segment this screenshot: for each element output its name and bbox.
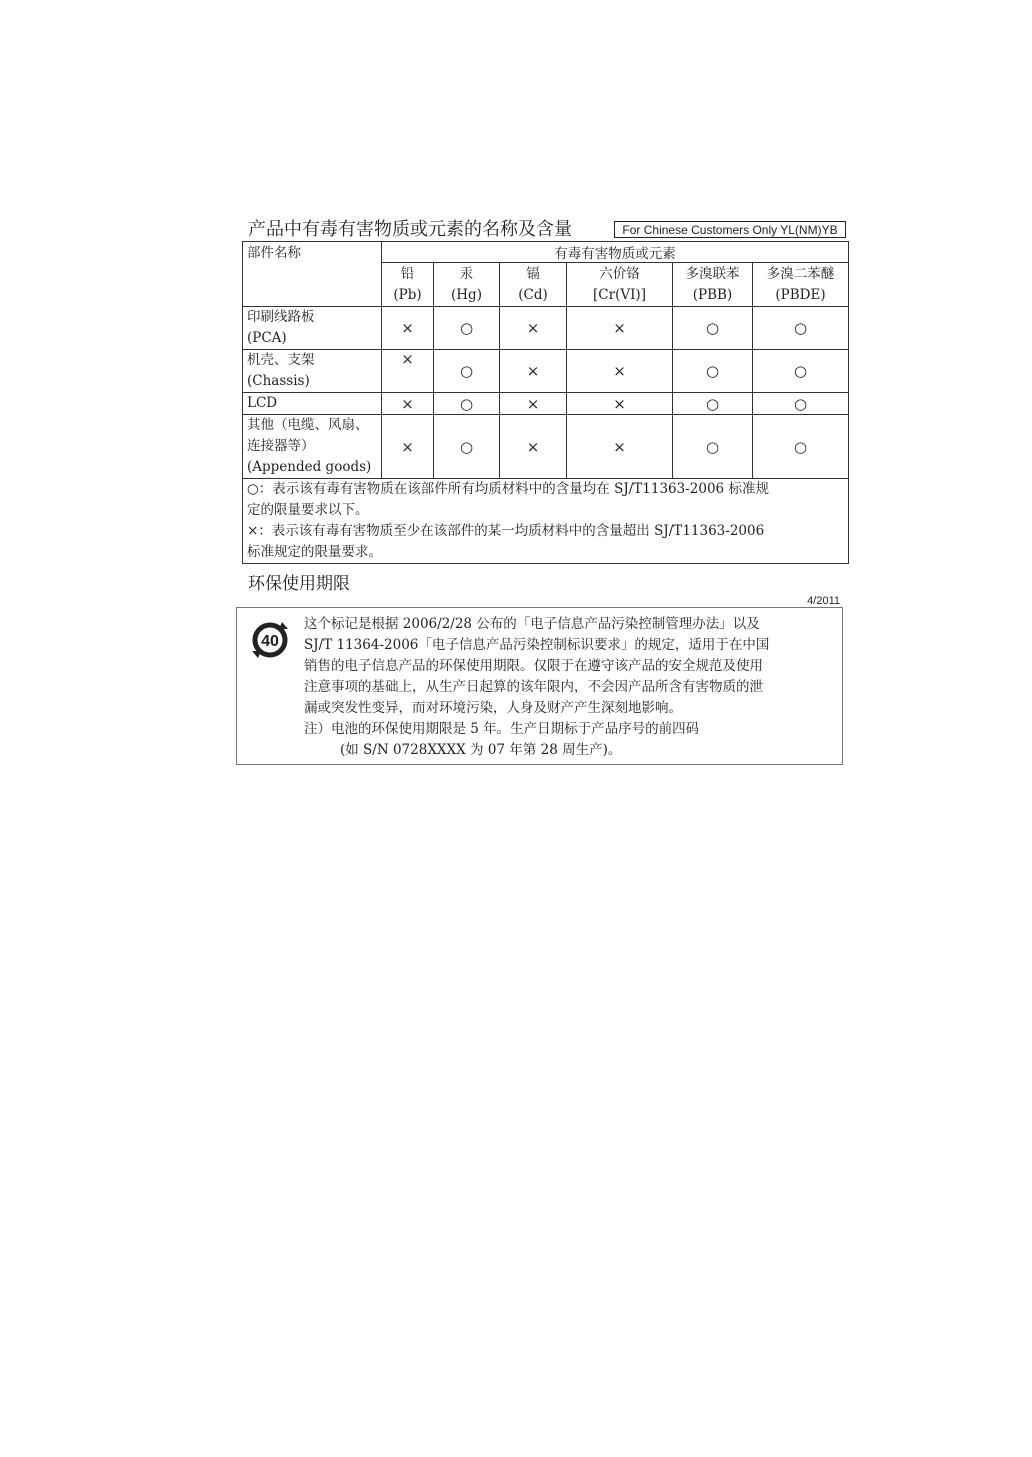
substance-group-header: 有毒有害物质或元素 bbox=[382, 242, 849, 263]
part-name-line: 机壳、支架 bbox=[247, 352, 315, 368]
substance-symbol: (Hg) bbox=[451, 286, 482, 303]
eco-40-icon bbox=[251, 621, 289, 659]
part-name-line: (PCA) bbox=[247, 330, 287, 346]
substance-header bbox=[753, 263, 849, 307]
substance-name: 铅 bbox=[400, 265, 415, 282]
substance-name: 多溴联苯 bbox=[685, 265, 740, 282]
part-name-header: 部件名称 bbox=[243, 242, 382, 307]
substance-name: 多溴二苯醚 bbox=[766, 265, 835, 282]
substance-cell: ○ bbox=[673, 393, 753, 415]
substance-cell: × bbox=[567, 307, 673, 350]
substance-cell: × bbox=[500, 415, 567, 479]
table-row bbox=[243, 415, 849, 479]
chinese-customers-badge: For Chinese Customers Only YL(NM)YB bbox=[614, 221, 846, 238]
substance-cell: ○ bbox=[673, 350, 753, 393]
substance-cell: ○ bbox=[753, 307, 849, 350]
substance-name: 六价铬 bbox=[599, 265, 640, 282]
substance-cell: × bbox=[382, 393, 434, 415]
eco-paragraph-line: 销售的电子信息产品的环保使用期限。仅限于在遵守该产品的安全规范及使用 bbox=[304, 658, 763, 674]
substance-cell: × bbox=[567, 350, 673, 393]
part-name-line: LCD bbox=[247, 395, 278, 411]
note-line: ×：表示该有毒有害物质至少在该部件的某一均质材料中的含量超出 SJ/T11363-2006 bbox=[247, 523, 765, 539]
part-name-line: 印刷线路板 bbox=[247, 309, 315, 325]
part-name-cell bbox=[243, 415, 382, 479]
table-row bbox=[243, 307, 849, 350]
part-name-line: (Appended goods) bbox=[247, 459, 372, 475]
serial-number-note: (如 S/N 0728XXXX 为 07 年第 28 周生产)。 bbox=[340, 742, 622, 758]
note-line: ○：表示该有毒有害物质在该部件所有均质材料中的含量均在 SJ/T11363-2006 标准规 bbox=[247, 481, 769, 497]
table-row bbox=[243, 393, 849, 415]
substance-cell: ○ bbox=[753, 393, 849, 415]
substance-name: 镉 bbox=[526, 265, 540, 282]
substance-cell: × bbox=[567, 415, 673, 479]
note-line: 定的限量要求以下。 bbox=[247, 502, 369, 518]
substance-name: 汞 bbox=[459, 265, 474, 282]
substance-cell: × bbox=[382, 415, 434, 479]
substance-cell: × bbox=[382, 350, 434, 393]
part-name-cell bbox=[243, 307, 382, 350]
substance-cell: ○ bbox=[434, 415, 500, 479]
substance-cell: × bbox=[500, 393, 567, 415]
eco-paragraph-line: 这个标记是根据 2006/2/28 公布的「电子信息产品污染控制管理办法」以及 bbox=[304, 616, 760, 632]
part-name-line: 其他（电缆、风扇、 bbox=[247, 417, 369, 433]
substance-cell: × bbox=[500, 307, 567, 350]
substance-cell: ○ bbox=[434, 393, 500, 415]
substance-cell: ○ bbox=[673, 307, 753, 350]
substance-symbol: (PBDE) bbox=[775, 286, 826, 303]
part-name-line: 连接器等） bbox=[247, 438, 315, 454]
table-row bbox=[243, 350, 849, 393]
substance-cell: × bbox=[567, 393, 673, 415]
substance-cell: × bbox=[500, 350, 567, 393]
page-title: 产品中有毒有害物质或元素的名称及含量 bbox=[248, 219, 572, 240]
eco-use-period-box bbox=[236, 607, 843, 765]
eco-paragraph-line: 注意事项的基础上，从生产日起算的该年限内，不会因产品所含有害物质的泄 bbox=[304, 679, 763, 695]
notes-row bbox=[243, 479, 849, 564]
hazardous-substances-table bbox=[242, 241, 849, 564]
substance-cell: ○ bbox=[753, 350, 849, 393]
substance-cell: × bbox=[382, 307, 434, 350]
substance-cell: ○ bbox=[753, 415, 849, 479]
substance-cell: ○ bbox=[434, 350, 500, 393]
part-name-cell bbox=[243, 350, 382, 393]
substance-symbol: (PBB) bbox=[692, 286, 733, 303]
substance-symbol: (Pb) bbox=[393, 286, 422, 303]
eco-paragraph-line: SJ/T 11364-2006「电子信息产品污染控制标识要求」的规定，适用于在中国 bbox=[304, 637, 770, 653]
substance-symbol: (Cd) bbox=[518, 286, 548, 303]
substance-cell: ○ bbox=[673, 415, 753, 479]
eco-icon-number: 40 bbox=[261, 633, 279, 650]
substance-symbol: [Cr(VI)] bbox=[593, 286, 646, 303]
eco-period-title: 环保使用期限 bbox=[248, 574, 350, 594]
eco-description bbox=[304, 614, 840, 761]
substance-header bbox=[567, 263, 673, 307]
substance-header bbox=[382, 263, 434, 307]
battery-note: 注）电池的环保使用期限是 5 年。生产日期标于产品序号的前四码 bbox=[304, 721, 700, 737]
table-notes bbox=[243, 479, 849, 564]
eco-paragraph-line: 漏或突发性变异，而对环境污染，人身及财产产生深刻地影响。 bbox=[304, 700, 682, 716]
note-line: 标准规定的限量要求。 bbox=[247, 544, 382, 560]
revision-date: 4/2011 bbox=[807, 595, 840, 607]
part-name-line: (Chassis) bbox=[247, 373, 310, 389]
part-name-cell bbox=[243, 393, 382, 415]
substance-header bbox=[673, 263, 753, 307]
substance-header bbox=[434, 263, 500, 307]
substance-cell: ○ bbox=[434, 307, 500, 350]
substance-header bbox=[500, 263, 567, 307]
